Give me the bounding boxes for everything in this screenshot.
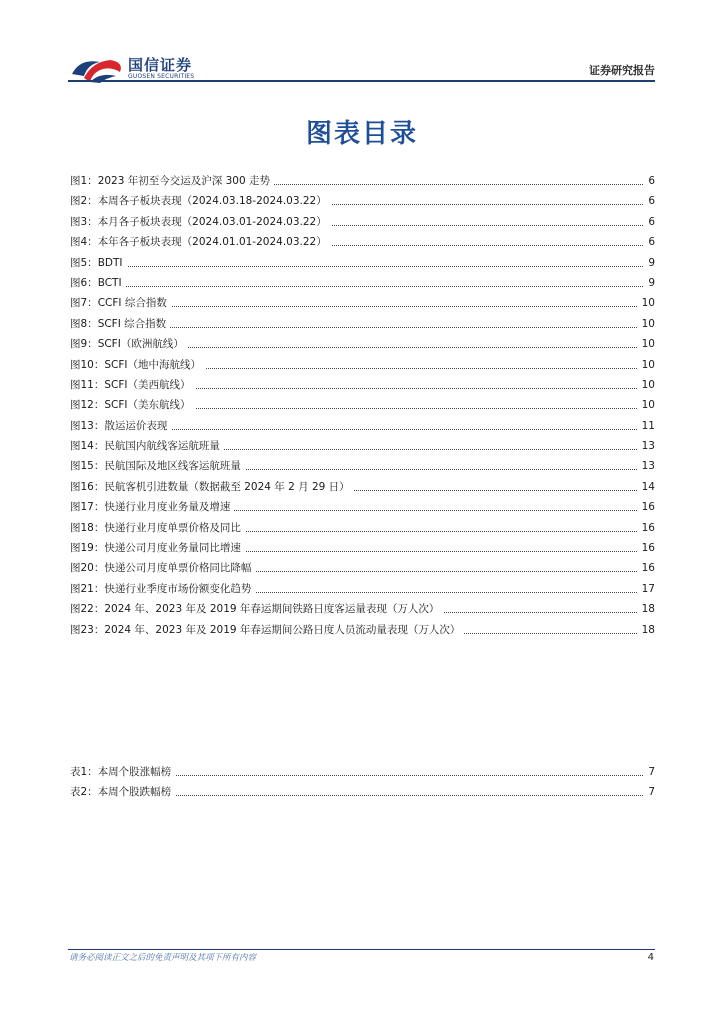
page-header [0,0,724,90]
entry-label [70,355,205,375]
entry-number: 图1： [70,175,98,187]
entry-page: 7 [644,782,655,802]
entry-title: BDTI [97,256,123,269]
entry-title: 快递行业月度业务量及增速 [104,501,231,514]
figure-entry[interactable] [70,579,655,599]
entry-title: 本周个股涨幅榜 [97,766,172,778]
entry-title: SCFI（地中海航线） [104,358,202,371]
figure-entry[interactable] [70,293,655,313]
entry-page: 10 [638,375,655,395]
figure-entry[interactable] [70,191,655,211]
entry-title: 2023 年初至今交运及沪深 300 走势 [97,175,270,187]
entry-number: 图2： [70,195,98,208]
entry-label [70,334,188,354]
entry-page: 10 [638,314,655,334]
entry-page: 9 [644,253,655,273]
entry-page: 10 [638,355,655,375]
entry-title: 快递公司月度业务量同比增速 [104,542,241,555]
entry-number: 图7： [70,297,98,310]
entry-title: SCFI（美西航线） [104,378,191,391]
entry-number: 图15： [70,460,105,473]
entry-page: 11 [638,416,655,436]
entry-page: 10 [638,334,655,354]
entry-page: 16 [638,518,655,538]
figure-entry[interactable] [70,212,655,232]
entry-number: 图6： [70,276,98,289]
entry-title: CCFI 综合指数 [97,297,167,310]
entry-label [70,538,245,558]
figure-entry[interactable] [70,314,655,334]
entry-number: 图19： [70,542,105,555]
figure-entry[interactable] [70,599,655,619]
entry-page: 13 [638,456,655,476]
entry-label [70,579,255,599]
entry-page: 16 [638,538,655,558]
figure-entry[interactable] [70,620,655,640]
entry-number: 图5： [70,256,98,269]
entry-label [70,212,331,232]
entry-label [70,314,170,334]
entry-title: SCFI（欧洲航线） [97,338,184,351]
figure-entry[interactable] [70,477,655,497]
entry-label [70,416,171,436]
header-divider [68,80,655,82]
figure-entry[interactable] [70,253,655,273]
figure-entry[interactable] [70,416,655,436]
logo-english-name: GUOSEN SECURITIES [128,73,195,80]
entry-label [70,497,234,517]
figure-entry[interactable] [70,456,655,476]
entry-label [70,456,245,476]
entry-title: 民航客机引进数量（数据截至 2024 年 2 月 29 日） [104,480,350,493]
page-title: 图表目录 [305,119,418,149]
entry-label [70,477,354,497]
figure-entry[interactable] [70,497,655,517]
entry-number: 图9： [70,338,98,351]
entry-page: 6 [644,191,655,211]
entry-title: 快递公司月度单票价格同比降幅 [104,562,252,575]
report-type-label: 证券研究报告 [589,64,655,77]
entry-number: 图3： [70,215,98,228]
entry-title: 2024 年、2023 年及 2019 年春运期间铁路日度客运量表现（万人次） [104,603,440,616]
entry-label [70,436,224,456]
entry-page: 6 [644,212,655,232]
entry-label [70,273,126,293]
footer-divider [68,949,655,950]
entry-number: 表1： [70,766,98,778]
entry-number: 图4： [70,236,98,249]
entry-number: 图12： [70,399,105,412]
entry-page: 17 [638,579,655,599]
table-list [70,762,655,803]
entry-number: 图18： [70,521,105,534]
entry-label [70,518,245,538]
entry-title: SCFI 综合指数 [97,317,167,330]
entry-number: 图21： [70,582,105,595]
entry-label [70,293,171,313]
entry-title: 本月各子板块表现（2024.03.01-2024.03.22） [97,215,327,228]
entry-label [70,191,331,211]
dot-leader [70,286,655,287]
entry-page: 13 [638,436,655,456]
entry-page: 7 [644,762,655,782]
entry-number: 图23： [70,623,105,636]
figure-entry[interactable] [70,395,655,415]
entry-title: 民航国际及地区线客运航班量 [104,460,241,473]
figure-entry[interactable] [70,355,655,375]
entry-title: 快递行业季度市场份额变化趋势 [104,582,252,595]
entry-page: 10 [638,293,655,313]
table-entry[interactable] [70,762,655,782]
entry-page: 6 [644,171,655,191]
entry-page: 10 [638,395,655,415]
entry-number: 图20： [70,562,105,575]
figure-entry[interactable] [70,375,655,395]
entry-title: 2024 年、2023 年及 2019 年春运期间公路日度人员流动量表现（万人次） [104,623,461,636]
entry-title: 快递行业月度单票价格及同比 [104,521,241,534]
entry-number: 表2： [70,786,98,799]
figure-entry[interactable] [70,232,655,252]
entry-page: 16 [638,558,655,578]
entry-page: 18 [638,620,655,640]
table-entry[interactable] [70,782,655,802]
figure-entry[interactable] [70,436,655,456]
entry-number: 图16： [70,480,105,493]
entry-number: 图22： [70,603,105,616]
entry-label [70,232,331,252]
page-number: 4 [647,952,654,963]
entry-label [70,395,195,415]
entry-number: 图13： [70,419,105,432]
entry-number: 图10： [70,358,105,371]
figure-list [70,171,655,640]
figure-entry[interactable] [70,558,655,578]
logo-chinese-name: 国信证券 [128,56,193,74]
entry-number: 图11： [70,378,105,391]
entry-label [70,253,127,273]
entry-title: SCFI（美东航线） [104,399,191,412]
entry-label [70,375,195,395]
footer-disclaimer: 请务必阅读正文之后的免责声明及其项下所有内容 [69,953,257,963]
figure-entry[interactable] [70,518,655,538]
entry-label [70,558,255,578]
entry-label [70,171,274,191]
entry-title: 本周各子板块表现（2024.03.18-2024.03.22） [97,195,327,208]
entry-number: 图17： [70,501,105,514]
entry-label [70,599,443,619]
entry-title: 本年各子板块表现（2024.01.01-2024.03.22） [97,236,327,249]
entry-title: 散运运价表现 [104,419,168,432]
figure-entry[interactable] [70,171,655,191]
entry-page: 9 [644,273,655,293]
entry-label [70,620,464,640]
entry-number: 图8： [70,317,98,330]
entry-page: 18 [638,599,655,619]
dot-leader [70,266,655,267]
entry-title: 民航国内航线客运航班量 [104,440,220,453]
entry-page: 6 [644,232,655,252]
entry-page: 16 [638,497,655,517]
entry-title: 本周个股跌幅榜 [97,786,172,799]
figure-entry[interactable] [70,538,655,558]
entry-number: 图14： [70,440,105,453]
entry-title: BCTI [97,276,122,289]
entry-label [70,782,175,802]
entry-label [70,762,175,782]
figure-entry[interactable] [70,273,655,293]
entry-page: 14 [638,477,655,497]
figure-entry[interactable] [70,334,655,354]
